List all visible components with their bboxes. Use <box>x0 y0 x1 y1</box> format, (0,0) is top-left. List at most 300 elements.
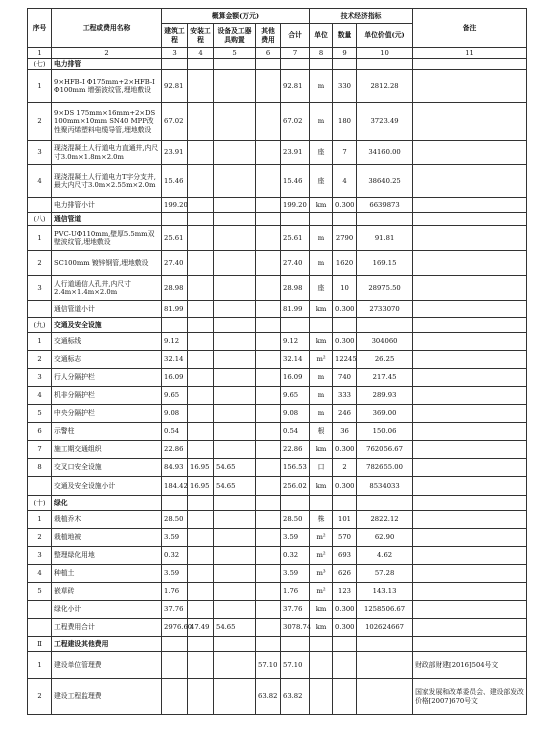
cell-remark <box>413 251 527 276</box>
cell-install <box>188 679 214 715</box>
header-remark: 备注 <box>413 9 527 48</box>
table-row <box>28 251 527 276</box>
cell-no: 3 <box>28 276 52 301</box>
cell-unit: m³ <box>310 565 333 583</box>
cell-empty <box>214 318 256 333</box>
cell-price: 150.06 <box>357 423 413 441</box>
cell-no: (十) <box>28 496 52 511</box>
header-unitprice: 单位价值(元) <box>357 24 413 48</box>
cell-equip <box>214 251 256 276</box>
cell-equip <box>214 529 256 547</box>
subtotal-row <box>28 477 527 496</box>
cell-unit: km <box>310 601 333 619</box>
cell-no: 1 <box>28 333 52 351</box>
cell-price: 143.13 <box>357 583 413 601</box>
cell-total: 1.76 <box>281 583 310 601</box>
table-row <box>28 405 527 423</box>
cell-unit: m <box>310 405 333 423</box>
cell-name: 行人分隔护栏 <box>52 369 162 387</box>
cell-total: 3.59 <box>281 565 310 583</box>
cell-build <box>162 679 188 715</box>
cell-remark <box>413 70 527 103</box>
cell-unit: km <box>310 477 333 496</box>
cell-price: 782655.00 <box>357 459 413 477</box>
cell-unit <box>310 679 333 715</box>
cell-qty: 0.300 <box>333 601 357 619</box>
cell-qty: 626 <box>333 565 357 583</box>
cell-remark <box>413 351 527 369</box>
cell-total: 28.98 <box>281 276 310 301</box>
table-row <box>28 351 527 369</box>
cell-price: 2822.12 <box>357 511 413 529</box>
cell-empty <box>413 59 527 70</box>
cell-build: 92.81 <box>162 70 188 103</box>
header-estimate: 概算金额(万元) <box>162 9 310 24</box>
cell-no: 5 <box>28 583 52 601</box>
cell-remark <box>413 529 527 547</box>
cell-qty <box>333 652 357 679</box>
cell-other <box>256 369 281 387</box>
column-number: 11 <box>413 48 527 59</box>
cell-total: 16.09 <box>281 369 310 387</box>
section-row <box>28 637 527 652</box>
cell-other <box>256 198 281 213</box>
cell-total: 81.99 <box>281 301 310 318</box>
column-number-row <box>28 48 527 59</box>
cell-no: 2 <box>28 679 52 715</box>
cell-install <box>188 405 214 423</box>
cell-qty: 0.300 <box>333 477 357 496</box>
cell-remark <box>413 387 527 405</box>
cell-build: 9.12 <box>162 333 188 351</box>
cell-remark <box>413 301 527 318</box>
cell-equip <box>214 547 256 565</box>
cell-unit: 口 <box>310 459 333 477</box>
cell-no: 8 <box>28 459 52 477</box>
cell-no: Ⅱ <box>28 637 52 652</box>
cell-install <box>188 369 214 387</box>
cell-qty: 740 <box>333 369 357 387</box>
cell-name: 交通及安全设施小计 <box>52 477 162 496</box>
cell-build: 67.02 <box>162 103 188 141</box>
cell-equip <box>214 441 256 459</box>
cell-name: 绿化小计 <box>52 601 162 619</box>
cell-unit: 株 <box>310 511 333 529</box>
subtotal-row <box>28 619 527 637</box>
table-row <box>28 529 527 547</box>
cell-qty: 123 <box>333 583 357 601</box>
cell-total: 9.65 <box>281 387 310 405</box>
cell-remark <box>413 441 527 459</box>
cell-name: 人行道通信人孔井,内尺寸2.4m×1.4m×2.0m <box>52 276 162 301</box>
cell-qty: 4 <box>333 165 357 198</box>
cell-no: (九) <box>28 318 52 333</box>
cell-install <box>188 583 214 601</box>
cell-name: 电力排管小计 <box>52 198 162 213</box>
cell-install <box>188 103 214 141</box>
cell-install <box>188 333 214 351</box>
cell-empty <box>281 59 310 70</box>
table-row <box>28 226 527 251</box>
cell-qty: 36 <box>333 423 357 441</box>
cell-equip <box>214 226 256 251</box>
cell-price: 38640.25 <box>357 165 413 198</box>
cell-build: 16.09 <box>162 369 188 387</box>
cell-other <box>256 251 281 276</box>
cell-install <box>188 547 214 565</box>
cell-price: 28975.50 <box>357 276 413 301</box>
cell-unit: m <box>310 103 333 141</box>
cell-qty: 1620 <box>333 251 357 276</box>
cell-build: 9.65 <box>162 387 188 405</box>
cell-empty <box>357 59 413 70</box>
cell-remark <box>413 583 527 601</box>
cell-equip <box>214 652 256 679</box>
cell-name: 栽植乔木 <box>52 511 162 529</box>
table-row <box>28 369 527 387</box>
cell-no: 1 <box>28 652 52 679</box>
cell-build: 22.86 <box>162 441 188 459</box>
cell-other <box>256 511 281 529</box>
cell-empty <box>214 213 256 226</box>
cell-other <box>256 459 281 477</box>
cell-qty: 0.300 <box>333 333 357 351</box>
cell-equip <box>214 583 256 601</box>
cell-name: 种植土 <box>52 565 162 583</box>
cell-unit: m <box>310 387 333 405</box>
cell-empty <box>256 59 281 70</box>
cell-name: 中央分隔护栏 <box>52 405 162 423</box>
cell-equip <box>214 141 256 165</box>
cell-equip <box>214 103 256 141</box>
cell-total: 0.54 <box>281 423 310 441</box>
cell-qty: 0.300 <box>333 619 357 637</box>
cell-build: 184.42 <box>162 477 188 496</box>
cell-unit: m² <box>310 583 333 601</box>
cell-install <box>188 351 214 369</box>
cell-unit: m² <box>310 547 333 565</box>
cell-no: 7 <box>28 441 52 459</box>
section-row <box>28 59 527 70</box>
cell-install <box>188 529 214 547</box>
cell-empty <box>214 59 256 70</box>
cell-unit: km <box>310 198 333 213</box>
cell-install <box>188 511 214 529</box>
cell-build <box>162 652 188 679</box>
cell-total: 28.50 <box>281 511 310 529</box>
cell-no: 1 <box>28 511 52 529</box>
cell-total: 156.53 <box>281 459 310 477</box>
table-row <box>28 511 527 529</box>
cell-build: 9.08 <box>162 405 188 423</box>
cell-other <box>256 423 281 441</box>
cell-remark <box>413 619 527 637</box>
cell-build: 84.93 <box>162 459 188 477</box>
cell-other <box>256 619 281 637</box>
cell-price: 26.25 <box>357 351 413 369</box>
cell-empty <box>256 496 281 511</box>
cell-install <box>188 226 214 251</box>
cell-empty <box>256 318 281 333</box>
cell-no: 2 <box>28 103 52 141</box>
cell-equip <box>214 565 256 583</box>
cell-install <box>188 565 214 583</box>
header-other: 其他费用 <box>256 24 281 48</box>
cell-price: 3723.49 <box>357 103 413 141</box>
cell-empty <box>214 496 256 511</box>
subtotal-row <box>28 301 527 318</box>
cell-unit: m <box>310 70 333 103</box>
cell-equip <box>214 369 256 387</box>
cell-remark <box>413 511 527 529</box>
cell-equip <box>214 333 256 351</box>
cell-install: 47.49 <box>188 619 214 637</box>
cell-qty: 101 <box>333 511 357 529</box>
cell-other <box>256 529 281 547</box>
cell-empty <box>333 496 357 511</box>
cell-qty: 570 <box>333 529 357 547</box>
cell-equip <box>214 679 256 715</box>
cell-install <box>188 165 214 198</box>
cell-build: 199.20 <box>162 198 188 213</box>
cell-qty: 10 <box>333 276 357 301</box>
cell-empty <box>256 637 281 652</box>
cell-price: 217.45 <box>357 369 413 387</box>
cell-total: 92.81 <box>281 70 310 103</box>
cell-no: 3 <box>28 141 52 165</box>
cell-price: 34160.00 <box>357 141 413 165</box>
cell-install <box>188 301 214 318</box>
cell-build: 27.40 <box>162 251 188 276</box>
cell-empty <box>310 318 333 333</box>
cell-unit: 座 <box>310 276 333 301</box>
cell-remark <box>413 405 527 423</box>
cell-no: 2 <box>28 251 52 276</box>
cell-empty <box>188 59 214 70</box>
cell-empty <box>214 637 256 652</box>
cell-qty: 12245 <box>333 351 357 369</box>
cell-equip <box>214 198 256 213</box>
cell-install <box>188 601 214 619</box>
cell-name: 9×HFB-Ⅰ Φ175mm+2×HFB-Ⅰ Φ100mm 增强波纹管,埋地敷设 <box>52 70 162 103</box>
table-row <box>28 70 527 103</box>
cell-equip: 54.65 <box>214 619 256 637</box>
cell-empty <box>357 213 413 226</box>
cell-qty: 246 <box>333 405 357 423</box>
cell-other <box>256 333 281 351</box>
table-row <box>28 276 527 301</box>
cell-remark <box>413 547 527 565</box>
header-name: 工程或费用名称 <box>52 9 162 48</box>
header-tech: 技术经济指标 <box>310 9 413 24</box>
cell-total: 23.91 <box>281 141 310 165</box>
cell-name: 交通标线 <box>52 333 162 351</box>
cell-empty <box>310 637 333 652</box>
cell-install <box>188 652 214 679</box>
column-number: 5 <box>214 48 256 59</box>
cell-no: 1 <box>28 226 52 251</box>
cell-install <box>188 387 214 405</box>
cell-other <box>256 351 281 369</box>
cell-total: 15.46 <box>281 165 310 198</box>
cell-other <box>256 441 281 459</box>
cell-build: 28.98 <box>162 276 188 301</box>
cell-price: 57.28 <box>357 565 413 583</box>
cell-unit: km <box>310 619 333 637</box>
cell-no: (八) <box>28 213 52 226</box>
cell-name: 现浇混凝土人行道电力T字分支井,最大内尺寸3.0m×2.55m×2.0m <box>52 165 162 198</box>
cell-qty: 7 <box>333 141 357 165</box>
cell-name: 栽植地被 <box>52 529 162 547</box>
table-row <box>28 652 527 679</box>
cell-total: 199.20 <box>281 198 310 213</box>
cell-empty <box>413 318 527 333</box>
cell-name: 施工期交通组织 <box>52 441 162 459</box>
cell-price: 91.81 <box>357 226 413 251</box>
table-row <box>28 459 527 477</box>
cell-price: 762056.67 <box>357 441 413 459</box>
cell-remark <box>413 601 527 619</box>
column-number: 9 <box>333 48 357 59</box>
cell-empty <box>162 59 188 70</box>
column-number: 7 <box>281 48 310 59</box>
cell-unit: km <box>310 301 333 318</box>
column-number: 1 <box>28 48 52 59</box>
cell-remark <box>413 369 527 387</box>
header-install: 安装工程 <box>188 24 214 48</box>
cell-total: 256.02 <box>281 477 310 496</box>
header-no: 序号 <box>28 9 52 48</box>
table-row <box>28 547 527 565</box>
cell-equip <box>214 423 256 441</box>
cell-no: 4 <box>28 387 52 405</box>
cell-price: 169.15 <box>357 251 413 276</box>
cell-other <box>256 583 281 601</box>
cell-total: 63.82 <box>281 679 310 715</box>
cell-other <box>256 477 281 496</box>
cell-remark <box>413 226 527 251</box>
cell-name: 通信管道小计 <box>52 301 162 318</box>
cell-no <box>28 601 52 619</box>
cell-no: 1 <box>28 70 52 103</box>
cell-name: SC100mm 镀锌钢管,埋地敷设 <box>52 251 162 276</box>
cell-price: 8534033 <box>357 477 413 496</box>
cell-build: 1.76 <box>162 583 188 601</box>
cell-qty <box>333 679 357 715</box>
column-number: 2 <box>52 48 162 59</box>
cell-other <box>256 276 281 301</box>
table-row <box>28 565 527 583</box>
cell-empty <box>162 318 188 333</box>
cell-empty <box>188 213 214 226</box>
cell-other <box>256 387 281 405</box>
cell-install: 16.95 <box>188 477 214 496</box>
cell-price <box>357 679 413 715</box>
cell-total: 3078.74 <box>281 619 310 637</box>
cell-remark <box>413 477 527 496</box>
cell-build: 23.91 <box>162 141 188 165</box>
cell-remark <box>413 165 527 198</box>
cell-empty <box>333 637 357 652</box>
cell-other <box>256 103 281 141</box>
table-row <box>28 103 527 141</box>
section-row <box>28 496 527 511</box>
cell-name: 交叉口安全设施 <box>52 459 162 477</box>
column-number: 6 <box>256 48 281 59</box>
cell-empty <box>413 496 527 511</box>
table-row <box>28 165 527 198</box>
cell-name: 建设工程监理费 <box>52 679 162 715</box>
cell-build: 2976.60 <box>162 619 188 637</box>
table-row <box>28 423 527 441</box>
cell-other <box>256 601 281 619</box>
column-number: 4 <box>188 48 214 59</box>
cell-empty <box>281 213 310 226</box>
cell-total: 57.10 <box>281 652 310 679</box>
cell-total: 25.61 <box>281 226 310 251</box>
cell-empty <box>413 213 527 226</box>
cell-other <box>256 226 281 251</box>
cell-no <box>28 477 52 496</box>
cell-unit: km <box>310 333 333 351</box>
table-row <box>28 441 527 459</box>
cell-empty <box>162 213 188 226</box>
cell-no: 2 <box>28 529 52 547</box>
cell-empty <box>357 318 413 333</box>
cell-name: PVC-UΦ110mm,壁厚5.5mm双壁波纹管,埋地敷设 <box>52 226 162 251</box>
cell-other <box>256 70 281 103</box>
cell-equip: 54.65 <box>214 477 256 496</box>
cell-empty <box>281 496 310 511</box>
cell-empty <box>357 637 413 652</box>
cell-empty <box>188 318 214 333</box>
cell-remark: 国家发展和改革委员会、建设部发改价格[2007]670号文 <box>413 679 527 715</box>
cell-equip <box>214 511 256 529</box>
cell-empty <box>333 318 357 333</box>
cell-price: 2812.28 <box>357 70 413 103</box>
cell-equip <box>214 387 256 405</box>
cell-unit: m <box>310 251 333 276</box>
cell-no: 3 <box>28 369 52 387</box>
cell-equip: 54.65 <box>214 459 256 477</box>
cell-remark <box>413 141 527 165</box>
cell-build: 32.14 <box>162 351 188 369</box>
cell-unit <box>310 652 333 679</box>
cell-remark <box>413 333 527 351</box>
cost-estimate-table <box>27 8 527 715</box>
header-unit: 单位 <box>310 24 333 48</box>
cell-equip <box>214 405 256 423</box>
cell-price: 6639873 <box>357 198 413 213</box>
table-row <box>28 679 527 715</box>
column-number: 10 <box>357 48 413 59</box>
cell-remark: 财政部财建[2016]504号文 <box>413 652 527 679</box>
cell-other <box>256 565 281 583</box>
column-number: 3 <box>162 48 188 59</box>
header-qty: 数量 <box>333 24 357 48</box>
cell-empty <box>188 637 214 652</box>
cell-other: 63.82 <box>256 679 281 715</box>
cell-remark <box>413 423 527 441</box>
cell-empty <box>310 213 333 226</box>
cell-no: 4 <box>28 565 52 583</box>
subtotal-row <box>28 601 527 619</box>
cell-unit: m² <box>310 351 333 369</box>
cell-total: 67.02 <box>281 103 310 141</box>
cell-qty: 2 <box>333 459 357 477</box>
cell-other <box>256 301 281 318</box>
cell-equip <box>214 276 256 301</box>
